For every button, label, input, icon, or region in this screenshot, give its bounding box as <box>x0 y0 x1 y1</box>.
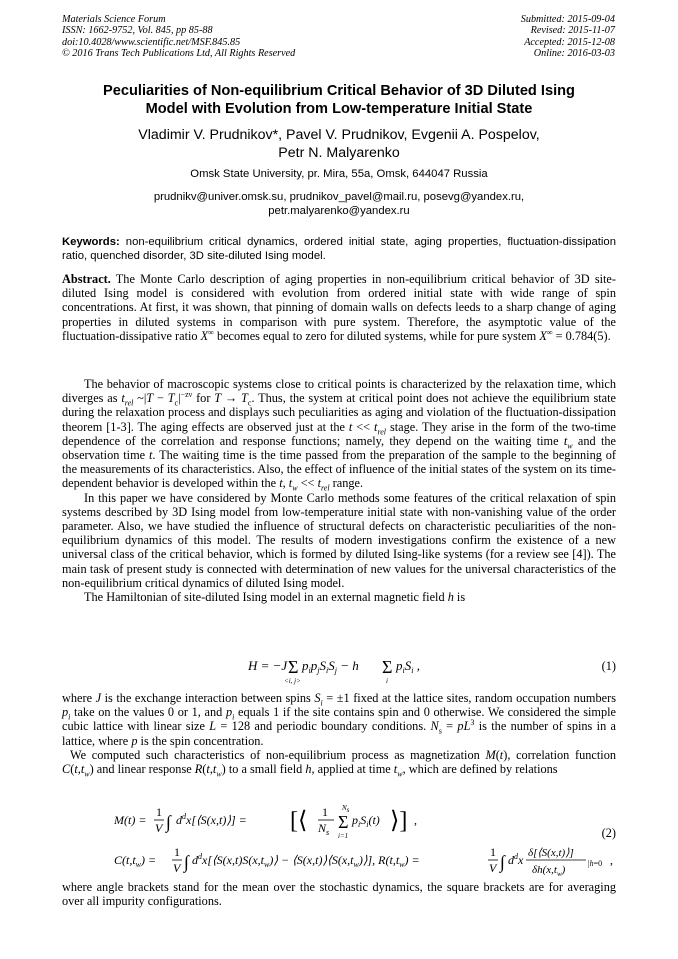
body-text <box>62 377 616 604</box>
equation-1-number: (1) <box>601 659 616 673</box>
svg-text:∫: ∫ <box>500 852 505 872</box>
equation-1-formula <box>62 655 616 685</box>
svg-text:V: V <box>155 821 163 835</box>
svg-text:H = −J: H = −J <box>248 658 288 673</box>
svg-text:ddx[⟨S(x,t)S(x,tw)⟩ − ⟨S(x,t)⟩: $d^dx[⟨S(x,t)S(x,t_w)⟩$ − $⟨S(x,t)⟩⟨S(x,t_w)⟩$], $R(t,t_w)$ = <box>192 852 420 869</box>
svg-text:Ns: $N_s$ <box>318 821 330 837</box>
paragraph-1: The behavior of macroscopic systems close to critical points is characterized by the relaxation time, which diverges as $t_{rel}$ ~|T − $T_c|^{-z\nu}$ for $T \to T_c$. Thus, the system at critical point does not achieve the equilibrium state during the relaxation process and displays such peculiarities as aging and violation of the fluctuation-dissipation theorem [1-3]. The aging effects are observed just at the $t << t_{rel}$ stage. They arise in the form of the two-time dependence of the correlation and response functions; namely, they depend on the waiting time $t_w$ and the observation time t. The waiting time is the time passed from the preparation of the sample to the beginning of the measurements of its characteristics. Also, the effect of influence of the initial states of the system on its time-dependent behavior is developed within the t, $t_w << t_{rel}$ range. <box>62 377 616 493</box>
svg-text:1: 1 <box>156 805 162 819</box>
journal-name: Materials Science Forum <box>62 14 166 25</box>
svg-text:<i, j>: <i, j> <box>284 677 301 685</box>
svg-text:Σ: Σ <box>288 657 299 677</box>
svg-text:,: , <box>610 853 613 867</box>
svg-text:V: V <box>489 861 497 875</box>
keywords <box>62 235 616 263</box>
keywords-label: Keywords: <box>62 236 120 248</box>
abstract-label: Abstract. <box>62 272 111 286</box>
svg-text:pipjSiSj − h: $p_ip_jS_iS_j - h$ <box>302 658 359 675</box>
header-right <box>521 14 615 59</box>
equation-2 <box>62 798 616 878</box>
svg-text:M(t) =: M(t) = <box>114 813 147 827</box>
keywords-text: non-equilibrium critical dynamics, ordered initial state, aging properties, fluctuation-dissipation ratio, quenched disorder, 3D site-diluted Ising model. <box>62 236 616 262</box>
svg-text:Ns: Ns <box>342 804 350 814</box>
svg-text:⟩]: ⟩] <box>390 808 408 834</box>
body-text-2 <box>62 691 616 779</box>
online-date: Online: 2016-03-03 <box>533 47 615 59</box>
paper-title: Peculiarities of Non-equilibrium Critical Behavior of 3D Diluted Ising Model with Evolution from Low-temperature Initial State <box>103 83 575 117</box>
affiliation: Omsk State University, pr. Mira, 55a, Omsk, 644047 Russia <box>190 168 488 180</box>
svg-text:i: i <box>386 677 388 685</box>
svg-text:1: 1 <box>490 845 496 859</box>
abstract: Abstract. The Monte Carlo description of aging properties in non-equilibrium critical behavior of 3D site-diluted Ising model is considered with evolution from ordered initial state with wide range of spin concentrations. At first, it was shown, that pinning of domain walls on defects leeds to a sharp change of aging properties in diluted systems in comparison with pure system. Therefore, the asymptotic value of the fluctuation-dissipative ratio X∞ becomes equal to zero for diluted systems, while for pure system X∞ = 0.784(5). <box>62 272 616 343</box>
submitted-date: Submitted: 2015-09-04 <box>520 14 615 25</box>
svg-text:1: 1 <box>322 805 328 819</box>
svg-text:1: 1 <box>174 845 180 859</box>
paragraph-6: where angle brackets stand for the mean over the stochastic dynamics, the square brackets are for averaging over all impurity configurations. <box>62 880 616 909</box>
equation-2-number: (2) <box>601 826 616 840</box>
svg-text:ddx: $d^dx$ <box>508 852 524 867</box>
svg-text:∫: ∫ <box>166 812 171 832</box>
svg-text:,: , <box>414 813 417 827</box>
equation-1 <box>62 655 616 683</box>
svg-text:[⟨: [⟨ <box>290 808 308 834</box>
accepted-date: Accepted: 2015-12-08 <box>524 36 615 48</box>
svg-text:δ[⟨S(x,t)⟩]: δ[⟨S(x,t)⟩] <box>528 847 574 859</box>
copyright: © 2016 Trans Tech Publications Ltd, All Rights Reserved <box>62 47 296 59</box>
svg-text:piSi ,: $p_iS_i$ , <box>396 658 420 675</box>
issn: ISSN: 1662-9752, Vol. 845, pp 85-88 <box>62 25 213 37</box>
svg-text:V: V <box>173 861 181 875</box>
body-text-3 <box>62 880 616 908</box>
svg-text:∫: ∫ <box>184 852 189 872</box>
header-left <box>62 14 295 59</box>
svg-text:|h=0: |h=0 <box>588 859 603 868</box>
svg-text:δh(x,tw): $\delta h(x,t_w)$ <box>532 864 566 878</box>
svg-text:Σ: Σ <box>338 812 349 832</box>
doi: doi:10.4028/www.scientific.net/MSF.845.85 <box>62 36 241 48</box>
emails: prudnikv@univer.omsk.su, prudnikov_pavel@mail.ru, posevg@yandex.ru, petr.malyarenko@yandex.ru <box>153 191 525 217</box>
svg-text:piSi(t): $p_iS_i(t)$ <box>352 813 380 829</box>
svg-text:C(t,tw) =: $C(t,t_w)$ = <box>114 853 157 869</box>
svg-text:i=1: i=1 <box>338 832 349 840</box>
svg-text:ddx[⟨S(x,t)⟩] =: $d^dx[⟨S(x,t)⟩]$ = <box>176 812 247 827</box>
svg-text:Σ: Σ <box>382 657 393 677</box>
paragraph-5: We computed such characteristics of non-equilibrium process as magnetization M(t), correlation function $C(t,t_w)$ and linear response $R(t,t_w)$ to a small field h, applied at time $t_w$, which are defined by relations <box>62 747 616 779</box>
paragraph-4: where J is the exchange interaction between spins $S_i = \pm 1$ fixed at the lattice sites, random occupation numbers $p_i$ take on the values 0 or 1, and $p_i$ equals 1 if the site contains spin and 0 otherwise. We considered the simple cubic lattice with linear size L = 128 and periodic boundary conditions. $N_s = pL^3$ is the number of spins in a lattice, where p is the spin concentration. <box>62 691 616 748</box>
revised-date: Revised: 2015-11-07 <box>530 25 615 37</box>
paragraph-3: The Hamiltonian of site-diluted Ising model in an external magnetic field h is <box>84 590 466 605</box>
authors: Vladimir V. Prudnikov*, Pavel V. Prudnikov, Evgenii A. Pospelov, Petr N. Malyarenko <box>138 127 540 161</box>
equation-2-formula <box>62 798 616 880</box>
paragraph-2: In this paper we have considered by Monte Carlo methods some features of the critical relaxation of spin systems described by 3D Ising model from low-temperature initial state with non-vanishing value of the order parameter. Also, we have studied the influence of structural defects on characteristic peculiarities of the non-equilibrium dynamics of this model. The results of modern investigations confirm the existence of a new universal class of the critical behavior, which is formed by diluted Ising-like systems (for a review see [4]). The main task of present study is connected with determination of new values for the universal characteristics of the non-equilibrium critical dynamics of diluted Ising model. <box>62 490 616 590</box>
